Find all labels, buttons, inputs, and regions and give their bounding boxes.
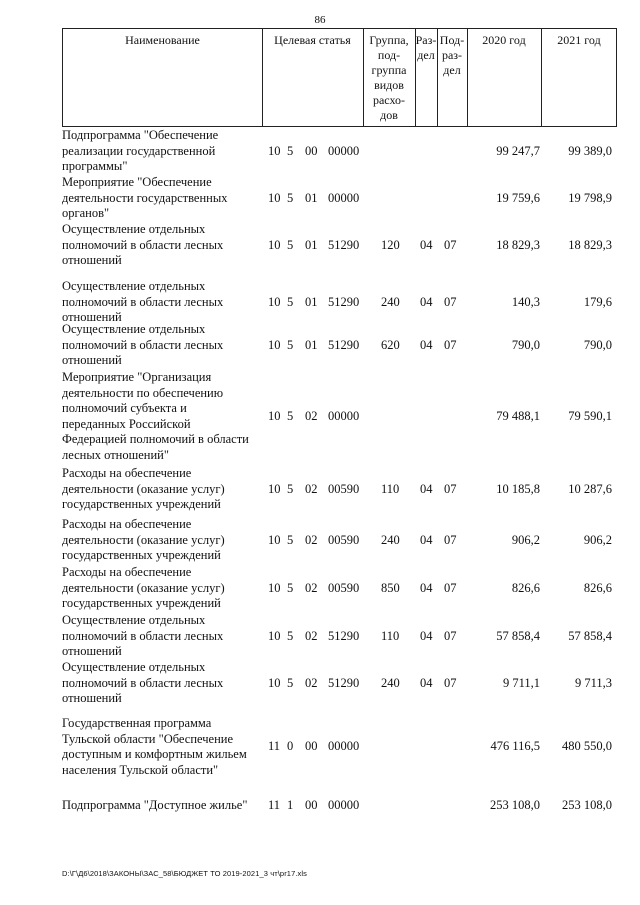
amount-2021: 179,6 [583,295,612,309]
row-name-line: государственных учреждений [62,497,221,511]
amount-2020: 79 488,1 [496,409,540,423]
code-direction: 00000 [328,798,360,812]
section-code: 04 [420,338,433,352]
code-event: 01 [305,238,318,252]
code-subprogram: 5 [287,676,294,690]
code-event: 00 [305,144,318,158]
row-name [62,660,258,707]
amount-2021: 790,0 [583,338,612,352]
code-direction: 00000 [328,191,360,205]
amount-2020: 826,6 [511,581,540,595]
code-subprogram: 5 [287,629,294,643]
row-name [62,222,258,269]
code-event: 00 [305,798,318,812]
row-name-line: полномочий в области лесных [62,337,224,352]
row-name-line: государственных учреждений [62,548,221,562]
code-direction: 00000 [328,409,360,423]
amount-2020: 906,2 [511,533,540,547]
amount-2021: 480 550,0 [562,739,612,753]
expense-group: 110 [381,629,400,643]
subsection-code: 07 [444,629,457,643]
row-name-line: деятельности (оказание услуг) [62,532,225,547]
header-group [363,33,415,123]
row-name-line: Тульской области "Обеспечение [62,731,234,746]
amount-2021: 9 711,3 [574,676,612,690]
header-section-line: дел [417,48,435,62]
row-name-line: Осуществление отдельных [62,279,206,293]
row-name-line: отношений [62,353,122,367]
amount-2021: 19 798,9 [568,191,612,205]
row-name-line: полномочий в области лесных [62,294,224,309]
row-name-line: деятельности государственных [62,190,228,205]
code-subprogram: 5 [287,191,294,205]
amount-2021: 10 287,6 [568,482,612,496]
section-code: 04 [420,581,433,595]
code-program: 10 [268,144,281,158]
expense-group: 240 [381,676,400,690]
header-subsection-line: раз- [441,48,463,62]
code-program: 10 [268,191,281,205]
amount-2021: 906,2 [583,533,612,547]
code-direction: 51290 [328,629,360,643]
code-program: 11 [268,798,281,812]
code-program: 10 [268,482,281,496]
amount-2020: 18 829,3 [496,238,540,252]
code-subprogram: 5 [287,238,294,252]
code-event: 02 [305,676,318,690]
row-name-line: отношений [62,644,122,658]
header-section-line: Раз- [415,33,437,47]
header-group-line: расхо- [372,93,406,107]
file-path-footer: D:\Г\Д6\2018\ЗАКОНЫ\ЗАС_58\БЮДЖЕТ ТО 2019-2021_3 чт\pr17.xls [62,869,307,878]
subsection-code: 07 [444,676,457,690]
section-code: 04 [420,295,433,309]
row-name-line: Мероприятие "Организация [62,370,212,384]
amount-2020: 476 116,5 [490,739,540,753]
amount-2021: 79 590,1 [568,409,612,423]
section-code: 04 [420,629,433,643]
code-program: 10 [268,238,281,252]
code-program: 10 [268,676,281,690]
section-code: 04 [420,482,433,496]
code-direction: 00590 [328,581,360,595]
code-event: 01 [305,295,318,309]
code-direction: 51290 [328,238,360,252]
expense-group: 850 [381,581,400,595]
row-name-line: Осуществление отдельных [62,613,206,627]
row-name-line: Мероприятие "Обеспечение [62,175,212,189]
code-subprogram: 5 [287,338,294,352]
row-name-line: полномочий в области лесных [62,237,224,252]
header-group-line: группа [371,63,407,77]
code-subprogram: 5 [287,533,294,547]
row-name-line: Осуществление отдельных [62,322,206,336]
amount-2020: 790,0 [511,338,540,352]
row-name-line: отношений [62,310,122,324]
row-name-line: полномочий в области лесных [62,675,224,690]
subsection-code: 07 [444,295,457,309]
code-subprogram: 1 [287,798,294,812]
row-name [62,128,258,175]
row-name-line: программы" [62,159,128,173]
amount-2021: 826,6 [583,581,612,595]
row-name-line: лесных отношений" [62,447,169,462]
amount-2021: 253 108,0 [562,798,612,812]
row-name-line: Осуществление отдельных [62,222,206,236]
code-program: 10 [268,409,281,423]
header-subsection [437,33,467,78]
code-subprogram: 5 [287,144,294,158]
row-name-line: отношений [62,253,122,267]
amount-2020: 253 108,0 [490,798,540,812]
header-subsection-line: дел [443,63,461,77]
row-name [62,279,258,326]
row-name-line: Расходы на обеспечение [62,565,192,579]
code-event: 02 [305,482,318,496]
code-program: 10 [268,338,281,352]
row-name-line: Осуществление отдельных [62,660,206,674]
amount-2021: 57 858,4 [568,629,612,643]
row-name-line: деятельности по обеспечению [62,385,224,400]
header-group-line: Группа, [369,33,409,47]
row-name-line: полномочий субъекта и [62,401,187,415]
code-program: 11 [268,739,281,753]
subsection-code: 07 [444,238,457,252]
expense-group: 240 [381,533,400,547]
amount-2020: 140,3 [511,295,540,309]
code-event: 00 [305,739,318,753]
amount-2020: 9 711,1 [502,676,540,690]
code-event: 02 [305,409,318,423]
amount-2020: 99 247,7 [496,144,540,158]
header-section [415,33,437,63]
row-name-line: Расходы на обеспечение [62,466,192,480]
row-name [62,565,258,612]
row-name-line: реализации государственной [62,143,216,158]
code-direction: 00590 [328,533,360,547]
row-name-line: деятельности (оказание услуг) [62,580,225,595]
row-name-line: Подпрограмма "Доступное жилье" [62,798,248,812]
code-direction: 51290 [328,676,360,690]
header-2020: 2020 год [482,33,526,47]
code-subprogram: 5 [287,409,294,423]
code-event: 01 [305,338,318,352]
row-name [62,175,258,222]
amount-2020: 10 185,8 [496,482,540,496]
expense-group: 120 [381,238,400,252]
code-event: 01 [305,191,318,205]
row-name [62,613,258,660]
table-header [62,28,617,127]
row-name [62,716,258,778]
amount-2021: 18 829,3 [568,238,612,252]
code-direction: 51290 [328,295,360,309]
code-subprogram: 5 [287,482,294,496]
code-program: 10 [268,295,281,309]
code-event: 02 [305,629,318,643]
expense-group: 620 [381,338,400,352]
row-name-line: Расходы на обеспечение [62,517,192,531]
row-name-line: Подпрограмма "Обеспечение [62,128,219,142]
row-name-line: переданных Российской [62,416,191,431]
header-2021: 2021 год [557,33,601,47]
code-program: 10 [268,629,281,643]
subsection-code: 07 [444,581,457,595]
code-subprogram: 5 [287,295,294,309]
code-event: 02 [305,533,318,547]
row-name-line: полномочий в области лесных [62,628,224,643]
row-name-line: Федерацией полномочий в области [62,432,249,446]
code-program: 10 [268,533,281,547]
header-group-line: дов [380,108,398,122]
code-subprogram: 5 [287,581,294,595]
row-name-line: деятельности (оказание услуг) [62,481,225,496]
row-name [62,322,258,369]
header-group-line: под- [377,48,401,62]
row-name [62,370,258,463]
subsection-code: 07 [444,533,457,547]
header-group-line: видов [374,78,404,92]
row-name-line: отношений [62,691,122,705]
code-subprogram: 0 [287,739,294,753]
subsection-code: 07 [444,482,457,496]
header-name: Наименование [125,33,200,47]
expense-group: 110 [381,482,400,496]
code-direction: 00000 [328,144,360,158]
amount-2021: 99 389,0 [568,144,612,158]
header-subsection-line: Под- [439,33,465,47]
subsection-code: 07 [444,338,457,352]
row-name-line: доступным и комфортным жильем [62,747,247,761]
row-name [62,798,258,814]
code-direction: 00000 [328,739,360,753]
code-direction: 00590 [328,482,360,496]
section-code: 04 [420,238,433,252]
amount-2020: 19 759,6 [496,191,540,205]
page-number: 86 [314,14,326,26]
section-code: 04 [420,676,433,690]
row-name-line: органов" [62,206,110,220]
expense-group: 240 [381,295,400,309]
section-code: 04 [420,533,433,547]
code-direction: 51290 [328,338,360,352]
code-program: 10 [268,581,281,595]
row-name [62,466,258,513]
code-event: 02 [305,581,318,595]
row-name-line: государственных учреждений [62,596,221,610]
row-name-line: населения Тульской области" [62,762,219,777]
row-name-line: Государственная программа [62,716,212,730]
header-target: Целевая статья [274,33,351,47]
amount-2020: 57 858,4 [496,629,540,643]
row-name [62,517,258,564]
